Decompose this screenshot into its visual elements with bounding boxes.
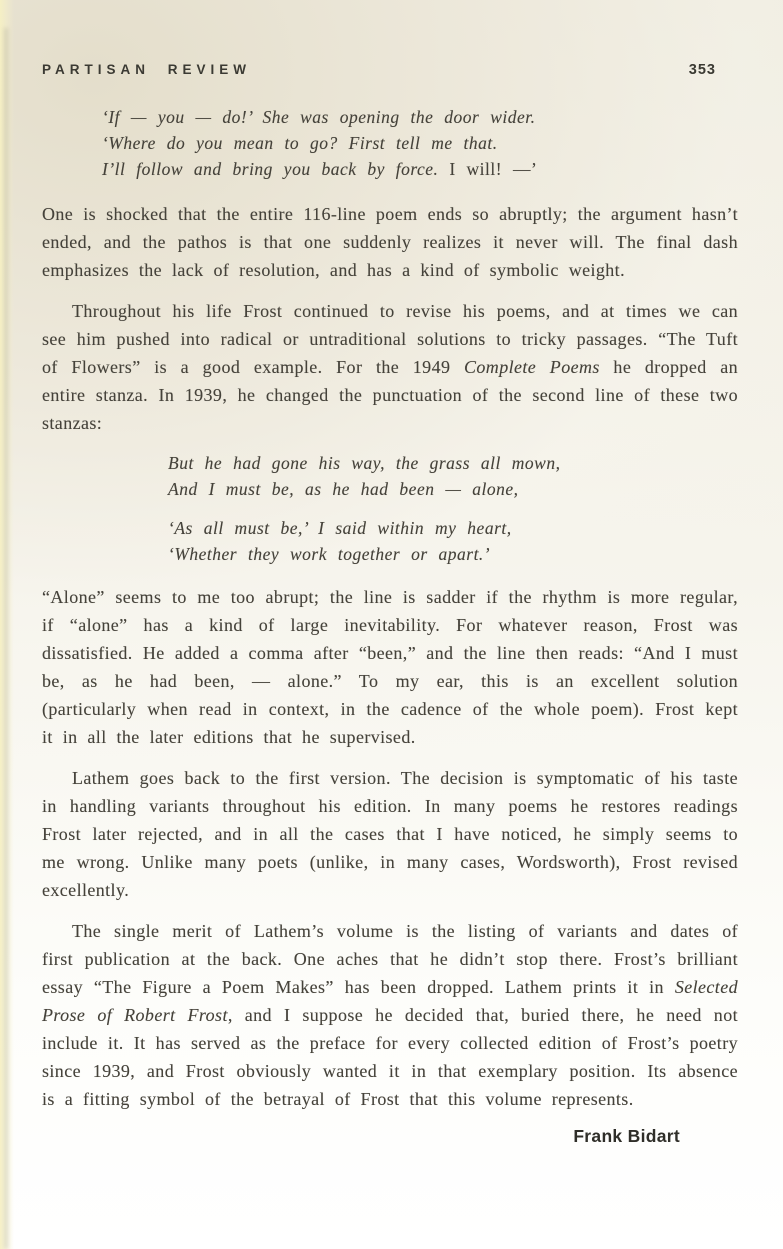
book-title-complete-poems: Complete Poems [464,357,600,377]
paragraph-2-text: he dropped an entire stanza. In 1939, he changed the punctuation of the second line of these two stanzas: [42,357,739,433]
book-title-selected-prose: Selected Prose of Robert Frost [42,977,738,1025]
verse-line [102,156,738,182]
paragraph-5 [42,917,738,1113]
author-signature: Frank Bidart [573,1126,680,1146]
verse-line: And I must be, as he had been — alone, [168,479,519,499]
verse-line: ‘As all must be,’ I said within my heart, [168,518,512,538]
verse-line: ‘If — you — do!’ She was opening the door wider. [102,107,536,127]
verse-line: But he had gone his way, the grass all mown, [168,453,561,473]
paragraph-3: “Alone” seems to me too abrupt; the line is sadder if the rhythm is more regular, if “alone” has a kind of large inevitability. For whatever reason, Frost was dissatisfied. He added a comma after “been,” and the line then reads: “And I must be, as he had been, — alone.” To my ear, this is an excellent solution (particularly when read in context, in the cadence of the whole poem). Frost kept it in all the later editions that he supervised. [42,587,738,747]
page-number: 353 [688,62,716,78]
verse-line: ‘Where do you mean to go? First tell me that. [102,133,498,153]
verse-line: ‘Whether they work together or apart.’ [168,544,491,564]
paragraph-5-text: , and I suppose he decided that, buried there, he need not include it. It has served as the preface for every collected edition of Frost’s poetry since 1939, and Frost obviously wanted it in that exemplary position. Its absence is a fitting symbol of the betrayal of Frost that this volume represents. [42,1005,738,1109]
journal-title: PARTISAN REVIEW [42,62,252,77]
paragraph-1: One is shocked that the entire 116-line poem ends so abruptly; the argument hasn’t ended, and the pathos is that one suddenly realizes it never will. The final dash emphasizes the lack of resolution, and has a kind of symbolic weight. [42,204,738,280]
paragraph-2-text: Throughout his life Frost continued to revise his poems, and at times we can see him pushed into radical or untraditional solutions to tricky passages. “The Tuft of Flowers” is a good example. For the 1949 [42,301,738,377]
stanza-1 [168,450,738,502]
essay-body [42,200,738,1113]
paragraph-5-text: The single merit of Lathem’s volume is the listing of variants and dates of first publication at the back. One aches that he didn’t stop there. Frost’s brilliant essay “The Figure a Poem Makes” has been dropped. Lathem prints it in [42,921,738,997]
verse-quote-frost-2 [168,450,738,567]
verse-line-italic-part: I’ll follow and bring you back by force. [102,159,450,179]
stanza-2 [168,515,738,567]
paragraph-2 [42,297,738,437]
verse-line-roman-part: I will! —’ [449,159,538,179]
verse-quote-frost-1 [102,104,738,182]
paragraph-4: Lathem goes back to the first version. The decision is symptomatic of his taste in handling variants throughout his edition. In many poems he restores readings Frost later rejected, and in all the cases that I have noticed, he simply seems to me wrong. Unlike many poets (unlike, in many cases, Wordsworth), Frost revised excellently. [42,768,738,900]
running-header [42,62,738,78]
